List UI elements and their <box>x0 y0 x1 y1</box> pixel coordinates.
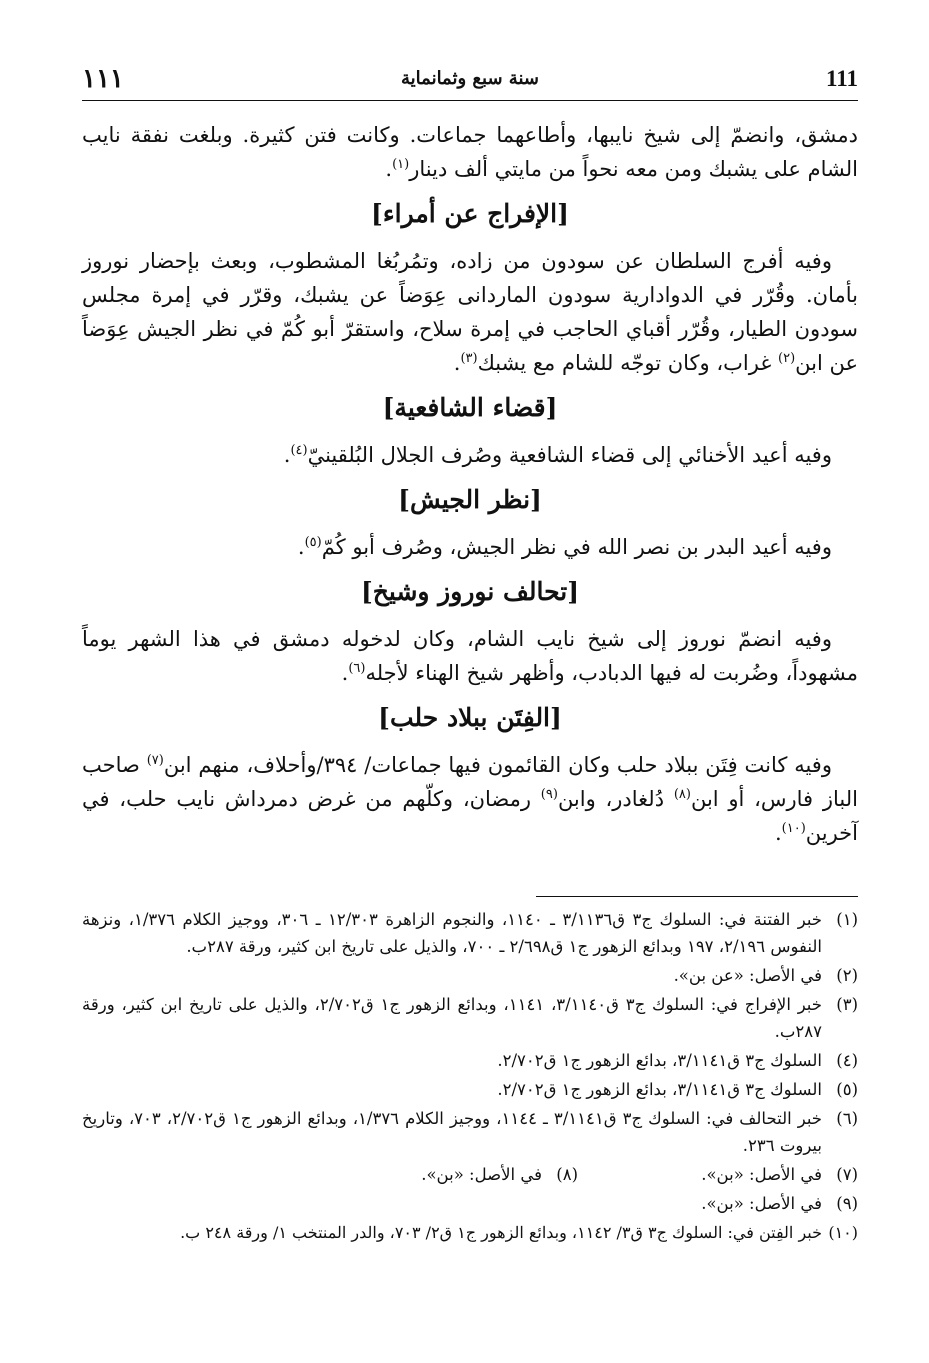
paragraph <box>82 244 858 380</box>
footnote-ref: (١٠) <box>781 821 806 836</box>
paragraph-text: رمضان، وكلّهم من غرض دمرداش نايب حلب، في آخرين <box>82 787 858 845</box>
footnotes <box>82 906 858 1248</box>
footnote-text: في الأصل: «عن بن». <box>673 966 822 985</box>
footnote-ref: (٧) <box>146 753 164 768</box>
paragraph <box>82 530 858 564</box>
footnote-ref: (٦) <box>348 661 366 676</box>
footnote-text: خبر التحالف في: السلوك ج٣ ق٣/١١٤١ ـ ١١٤٤، ووجيز الكلام ١/٣٧٦، وبدائع الزهور ج١ ق٢/٧٠٢، ٧٠٣، وتاريخ بيروت ٢٣٦. <box>82 1109 822 1155</box>
footnote-text: في الأصل: «بن». <box>421 1165 542 1184</box>
footnote <box>82 1105 858 1159</box>
footnote-ref: (٢) <box>778 351 796 366</box>
main-text <box>82 118 858 850</box>
footnote-ref: (٨) <box>673 787 691 802</box>
section-heading: [نظر الجيش] <box>398 485 542 514</box>
paragraph-text: غراب، وكان توجّه للشام مع يشبك <box>477 351 778 375</box>
paragraph-text: وفيه أفرج السلطان عن سودون من زاده، وتمُربُغا المشطوب، وبعث بإحضار نوروز بأمان. وقُرّر في الدوادارية سودون الماردانى عِوَضاً عن يشبك، وقرّر في إمرة مجلس سودون الطيار، وقُرّر أقباي الحاجب في إمرة سلاح، واستقرّ أبو كُمّ في نظر الجيش عِوَضاً عن ابن <box>82 249 858 375</box>
footnote-text: خبر الإفراج في: السلوك ج٣ ق٣/١١٤٠، ١١٤١، وبدائع الزهور ج١ ق٢/٧٠٢، والذيل على تاريخ ابن كثير، ورقة ٢٨٧ب. <box>82 995 822 1041</box>
footnote <box>82 962 858 989</box>
footnote <box>82 1219 858 1246</box>
footnote-number: (٨) <box>556 1165 578 1184</box>
footnote-text: خبر الفتنة في: السلوك ج٣ ق٣/١١٣٦ ـ ١١٤٠، والنجوم الزاهرة ١٢/٣٠٣ ـ ٣٠٦، ووجيز الكلام ١/٣٧٦، ونزهة النفوس ٢/١٩٦، ١٩٧ وبدائع الزهور ج١ ق٢/٦٩٨ ـ ٧٠٠، والذيل على تاريخ ابن كثير، ورقة ٢٨٧ب. <box>82 910 823 956</box>
footnote <box>578 1161 858 1188</box>
footnote-divider <box>536 896 858 897</box>
footnote-ref: (٥) <box>304 535 322 550</box>
header-divider <box>82 100 858 101</box>
footnote-text: خبر الفِتن في: السلوك ج٣ ق٣/ ١١٤٢، وبدائع الزهور ج١ ق٢/ ٧٠٣، والدر المنتخب ١/ ورقة ٢٤٨ ب. <box>180 1223 822 1242</box>
footnote-text: في الأصل: «بن». <box>701 1194 822 1213</box>
paragraph-text: دُلغادر، وابن <box>557 787 674 811</box>
paragraph-text: صاحب الباز فارس، أو ابن <box>82 753 858 811</box>
paragraph-end: . <box>341 661 349 685</box>
section-heading: [تحالف نوروز وشيخ] <box>360 577 580 606</box>
footnote-number: (٧) <box>836 1165 858 1184</box>
footnote-number: (٣) <box>836 995 858 1014</box>
paragraph-end: . <box>385 157 393 181</box>
footnote-pair <box>82 1161 858 1188</box>
footnote <box>298 1161 578 1188</box>
footnote <box>82 1190 858 1217</box>
section-heading: [الإفراج عن أمراء] <box>371 199 569 228</box>
footnote-ref: (١) <box>392 157 410 172</box>
footnote <box>82 1047 858 1074</box>
paragraph-text: وفيه انضمّ نوروز إلى شيخ نايب الشام، وكان لدخوله دمشق في هذا الشهر يوماً مشهوداً، وضُربت له فيها الدبادب، وأظهر شيخ الهناء لأجله <box>82 627 858 685</box>
footnote <box>82 1076 858 1103</box>
paragraph <box>82 118 858 186</box>
footnote <box>82 906 858 960</box>
footnote-number: (٢) <box>836 966 858 985</box>
paragraph-end: . <box>297 535 305 559</box>
paragraph-text: وفيه أعيد البدر بن نصر الله في نظر الجيش، وصُرف أبو كُمّ <box>321 535 832 559</box>
footnote-text: السلوك ج٣ ق٣/١١٤١، بدائع الزهور ج١ ق٢/٧٠٢. <box>497 1051 822 1070</box>
page-number-arabic: ١١١ <box>82 64 124 94</box>
section-heading: [الفِتَن ببلاد حلب] <box>378 703 562 732</box>
footnote-ref: (٩) <box>540 787 558 802</box>
page-number-latin: 111 <box>826 66 858 91</box>
footnote-ref: (٤) <box>290 443 308 458</box>
footnote-number: (٤) <box>836 1051 858 1070</box>
footnote-number: (٦) <box>836 1109 858 1128</box>
paragraph <box>82 748 858 850</box>
paragraph-end: . <box>453 351 461 375</box>
footnote-text: السلوك ج٣ ق٣/١١٤١، بدائع الزهور ج١ ق٢/٧٠٢. <box>497 1080 822 1099</box>
paragraph <box>82 438 858 472</box>
paragraph-text: دمشق، وانضمّ إلى شيخ نايبها، وأطاعهما جماعات. وكانت فتن كثيرة. وبلغت نفقة نايب الشام على يشبك ومن معه نحواً من مايتي ألف دينار <box>82 123 858 181</box>
paragraph <box>82 622 858 690</box>
footnote-number: (٩) <box>836 1194 858 1213</box>
footnote-number: (٥) <box>836 1080 858 1099</box>
section-heading: [قضاء الشافعية] <box>382 393 558 422</box>
running-title: سنة سبع وثمانماية <box>401 68 539 89</box>
paragraph-text: وفيه أعيد الأخنائي إلى قضاء الشافعية وصُرف الجلال البُلقينيّ <box>307 443 832 467</box>
paragraph-text: وفيه كانت فِتَن ببلاد حلب وكان القائمون فيها جماعات/ ٣٩٤/وأحلاف، منهم ابن <box>163 753 832 777</box>
footnote-number: (١) <box>836 910 858 929</box>
footnote <box>82 991 858 1045</box>
paragraph-end: . <box>283 443 291 467</box>
running-header <box>82 62 858 98</box>
footnote-number: (١٠) <box>828 1223 858 1242</box>
footnote-text: في الأصل: «بن». <box>701 1165 822 1184</box>
paragraph-end: . <box>774 821 782 845</box>
footnote-ref: (٣) <box>460 351 478 366</box>
